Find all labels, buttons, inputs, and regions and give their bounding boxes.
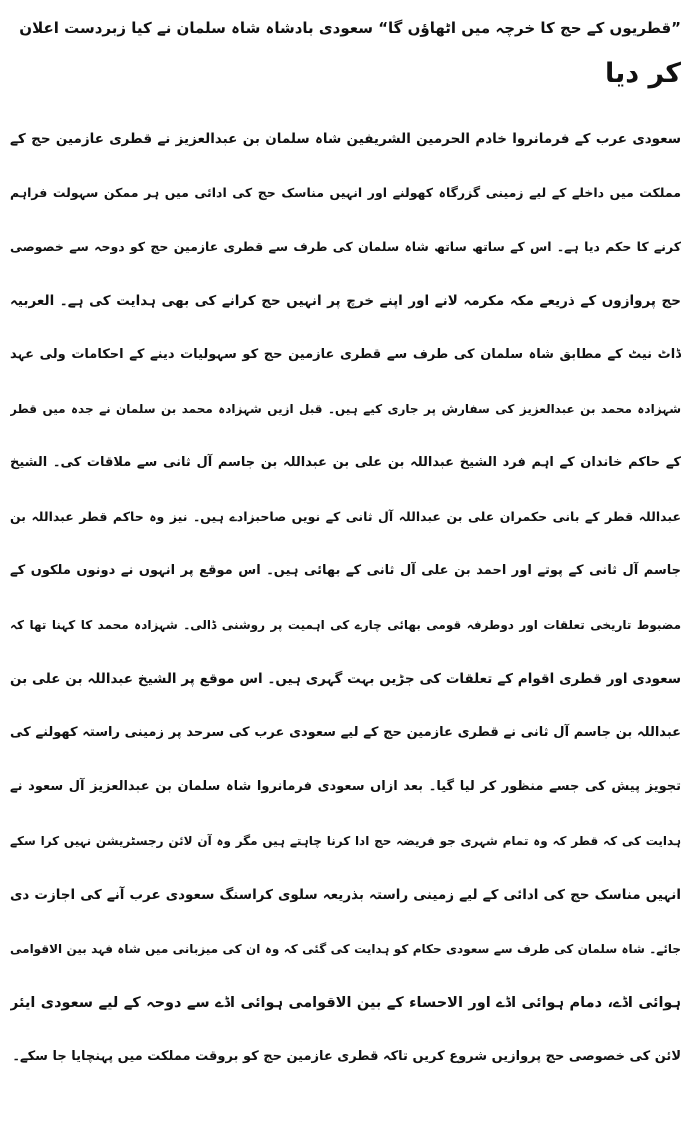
article-line: ڈاٹ نیٹ کے مطابق شاہ سلمان کی طرف سے قطری عازمین حج کو سہولیات دینے کے احکامات ولی عہد (10, 347, 681, 362)
article-line: ہوائی اڈے، دمام ہوائی اڈے اور الاحساء کے بین الاقوامی ہوائی اڈے سے دوحہ کے لیے سعودی ایئر (10, 995, 681, 1011)
article-line: جاسم آل ثانی کے پوتے اور احمد بن علی آل ثانی کے بھائی ہیں۔ اس موقع پر انہوں نے دونوں ملکوں کے (10, 563, 681, 578)
news-article (10, 6, 681, 1084)
article-line: مملکت میں داخلے کے لیے زمینی گزرگاہ کھولنے اور انہیں مناسک حج کی ادائی میں ہر ممکن سہولت فراہم (10, 185, 681, 200)
article-line: حج پروازوں کے ذریعے مکہ مکرمہ لانے اور اپنے خرچ پر انہیں حج کرانے کی بھی ہدایت کی ہے۔ العربیہ (10, 293, 681, 309)
article-line: شہزادہ محمد بن عبدالعزیز کی سفارش پر جاری کیے ہیں۔ قبل ازیں شہزادہ محمد بن سلمان نے جدہ میں قطر (10, 402, 681, 416)
article-line: کرنے کا حکم دیا ہے۔ اس کے ساتھ ساتھ شاہ سلمان کی طرف سے قطری عازمین حج کو دوحہ سے خصوصی (10, 239, 681, 254)
article-line: جائے۔ شاہ سلمان کی طرف سے سعودی حکام کو ہدایت کی گئی کہ وہ ان کی میزبانی میں شاہ فہد بین الاقوامی (10, 942, 681, 956)
article-line: ہدایت کی کہ قطر کہ وہ تمام شہری جو فریضہ حج ادا کرنا چاہتے ہیں مگر وہ آن لائن رجسٹریشن نہیں کرا سکے (10, 834, 681, 848)
article-line: تجویز پیش کی جسے منظور کر لیا گیا۔ بعد ازاں سعودی فرمانروا شاہ سلمان بن عبدالعزیز آل سعود نے (10, 779, 681, 794)
article-line: انہیں مناسک حج کی ادائی کے لیے زمینی راستہ بذریعہ سلوی کراسنگ سعودی عرب آنے کی اجازت دی (10, 887, 681, 903)
article-line: کے حاکم خاندان کے اہم فرد الشیخ عبداللہ بن علی بن عبداللہ بن جاسم آل ثانی سے ملاقات کی۔ الشیخ (10, 455, 681, 470)
article-line: عبداللہ قطر کے بانی حکمران علی بن عبداللہ آل ثانی کے نویں صاحبزادے ہیں۔ نیز وہ حاکم قطر عبداللہ بن (10, 509, 681, 524)
article-line: سعودی اور قطری اقوام کے تعلقات کی جڑیں بہت گہری ہیں۔ اس موقع پر الشیخ عبداللہ بن علی بن (10, 671, 681, 687)
article-line: مضبوط تاریخی تعلقات اور دوطرفہ قومی بھائی چارے کی اہمیت پر روشنی ڈالی۔ شہزادہ محمد کا کہنا تھا کہ (10, 618, 681, 632)
headline-line-1: ”قطریوں کے حج کا خرچہ میں اٹھاؤں گا“ سعودی بادشاہ شاہ سلمان نے کیا زبردست اعلان (19, 19, 681, 37)
article-body (10, 112, 681, 1084)
article-line: لائن کی خصوصی حج پروازیں شروع کریں تاکہ قطری عازمین حج کو بروقت مملکت میں پہنچایا جا سکے۔ (12, 1049, 681, 1064)
article-line: عبداللہ بن جاسم آل ثانی نے قطری عازمین حج کے لیے سعودی عرب کی سرحد پر زمینی راستہ کھولنے کی (10, 725, 681, 740)
headline-line-2: کر دیا (604, 58, 681, 89)
article-line: سعودی عرب کے فرمانروا خادم الحرمین الشریفین شاہ سلمان بن عبدالعزیز نے قطری عازمین حج کے (10, 131, 681, 147)
headline (10, 6, 681, 96)
